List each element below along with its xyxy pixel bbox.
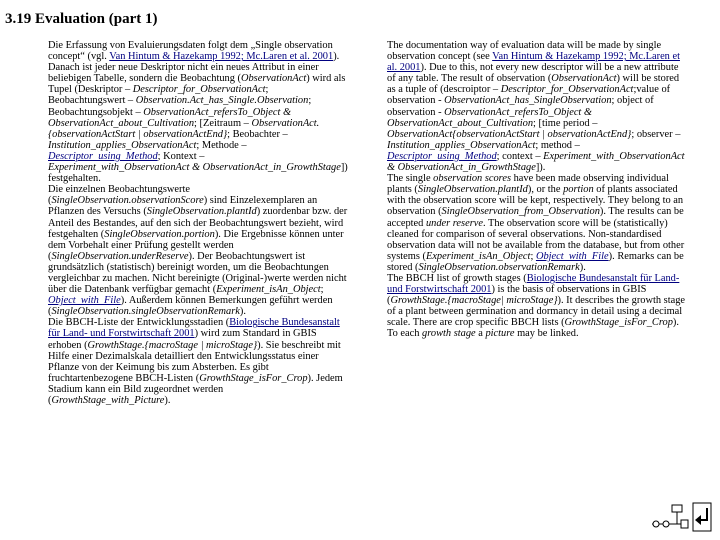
text: ). <box>164 395 171 406</box>
german-paragraph-single-observation <box>48 184 348 317</box>
text: ; Kontext – <box>157 150 205 162</box>
reference-link-van-hintum[interactable]: Van Hintum & Hazekamp 1992; Mc.Laren et al. 2001 <box>109 51 334 63</box>
term: growth stage <box>422 328 476 340</box>
text: ). The results can be accepted <box>387 206 684 229</box>
text: ). Remarks can be stored ( <box>387 250 684 273</box>
term: ObservationAct.{observationActStart | observationActEnd} <box>48 117 320 140</box>
text: ) wird zum Standard in GBIS erhoben ( <box>48 328 317 351</box>
text: ). Außerdem können Bemerkungen geführt werden ( <box>48 295 333 318</box>
term: SingleObservation.portion <box>104 228 215 240</box>
page-navigation <box>650 502 712 532</box>
text: ; observer – <box>631 128 681 140</box>
text: ; object of observation - <box>387 95 654 118</box>
term: picture <box>485 328 515 340</box>
text: of plants associated with the observation score will be kept, respectively. They belong to an observation ( <box>387 184 684 218</box>
english-paragraph-bbch <box>387 273 687 340</box>
text: The single <box>387 173 434 185</box>
term: ObservationAct_refersTo_Object & ObservationAct_about_Cultivation <box>48 106 292 129</box>
text: a <box>475 328 486 340</box>
text: The BBCH list of growth stages ( <box>387 272 527 284</box>
term: ObservationAct <box>240 73 307 85</box>
term: Experiment_isAn_Object <box>216 284 321 296</box>
term: SingleObservation.observationRemark <box>418 261 580 273</box>
text: ). Die Ergebnisse können unter dem Vorbehalt einer Prüfung gestellt werden ( <box>48 228 344 262</box>
term: GrowthStage.{macroStage| microStage} <box>390 295 558 307</box>
text: have been made observing individual plants ( <box>387 173 669 196</box>
text: ]). <box>535 162 546 174</box>
text: ), or the <box>527 184 564 196</box>
back-arrow-icon[interactable] <box>692 502 712 532</box>
text: ; <box>320 284 324 296</box>
text: ; [Zeitraum – <box>194 117 252 129</box>
text: . The observation score will be (statistically) cleaned for comparison of several observations. Non-standardised observation data will not be available from the database, but from other systems ( <box>387 217 685 262</box>
text: ; Beobachtungsobjekt – <box>48 95 312 118</box>
term: under reserve <box>425 217 483 229</box>
text: ]) festgehalten. <box>48 162 348 185</box>
text: ). Der Beobachtungswert ist grundsätzlich (statistisch) bereinigt worden, um die Beobachtungen vergleichbar zu machen. Nicht bereinigte (Original-)werte werden nicht über die Datenbank verfügbar gemacht ( <box>48 250 347 296</box>
reference-link-biologische-bundesanstalt[interactable]: Biologische Bundesanstalt für Land- und Forstwirtschaft 2001 <box>387 272 680 296</box>
text: ). Due to this, not every new descriptor will be a new attribute of any table. The result of observation ( <box>387 62 679 85</box>
term: ObservationAct_refersTo_Object & ObservationAct_about_Cultivation <box>387 106 592 129</box>
text: ) is the basis of observations in GBIS ( <box>387 284 647 307</box>
term: Experiment_isAn_Object <box>425 250 531 262</box>
term: Object_with_File <box>535 250 609 262</box>
term: Descriptor_using_Method <box>387 150 497 162</box>
term: GrowthStage_with_Picture <box>51 395 165 406</box>
german-paragraph-observation-concept <box>48 40 348 184</box>
english-paragraph-observation-concept <box>387 40 687 173</box>
term: Descriptor_using_Method <box>48 150 158 162</box>
text: Die Erfassung von Evaluierungsdaten folgt dem „Single observation concept“ (vgl. <box>48 40 333 63</box>
text: Die BBCH-Liste der Entwicklungsstadien ( <box>48 317 230 329</box>
term: Object_with_File <box>48 295 121 307</box>
text: Die einzelnen Beobachtungswerte ( <box>48 184 190 207</box>
text: ; method – <box>535 139 580 151</box>
text: ; Beobachtungswert – <box>48 84 269 107</box>
term: ObservationAct <box>551 73 617 85</box>
text: ; context – <box>496 150 544 162</box>
text: The documentation way of evaluation data will be made by single observation concept (see <box>387 40 662 63</box>
term: SingleObservation.singleObservationRemark <box>51 306 240 318</box>
text: ) zuordenbar bzw. der Anteil des Bestandes, auf den sich der Beobachtungswert bezieht, wird festgehalten ( <box>48 206 348 240</box>
text: may be linked. <box>514 328 579 340</box>
term: Institution_applies_ObservationAct <box>387 139 536 151</box>
link-object-with-file[interactable] <box>48 295 121 306</box>
term: SingleObservation.underReserve <box>51 250 189 262</box>
diagram-nav-icon[interactable] <box>650 502 690 532</box>
link-object-with-file[interactable] <box>536 251 609 262</box>
link-descriptor-using-method[interactable] <box>387 151 497 162</box>
text: ). <box>579 261 586 273</box>
text: ). <box>239 306 246 318</box>
term: Institution_applies_ObservationAct <box>48 139 197 151</box>
text: ) will be stored as a tuple of (descroiptor – <box>387 73 680 96</box>
term: SingleObservation_from_Observation <box>441 206 600 218</box>
term: GrowthStage_isFor_Crop <box>199 372 308 384</box>
term: SingleObservation.plantId <box>417 184 528 196</box>
term: GrowthStage_isFor_Crop <box>564 317 673 329</box>
term: portion <box>563 184 594 196</box>
term: Descriptor_for_ObservationAct <box>500 84 634 96</box>
text: ; <box>530 250 536 262</box>
term: observation scores <box>433 173 511 185</box>
text: ). Danach ist jeder neue Deskriptor nicht ein neues Attribut in einer beliebigen Tabelle, sondern die Beobachtung ( <box>48 51 340 85</box>
reference-link-van-hintum[interactable]: Van Hintum & Hazekamp 1992; Mc.Laren et al. 2001 <box>387 51 680 74</box>
german-paragraph-bbch <box>48 317 348 406</box>
term: GrowthStage.{macroStage | microStage} <box>87 339 258 351</box>
reference-link-biologische-bundesanstalt[interactable]: Biologische Bundesanstalt für Land- und Forstwirtschaft 2001 <box>48 317 340 340</box>
text: ; Beobachter – <box>227 128 288 140</box>
text: ). It describes the growth stage of a plant between germination and dormancy in detail using a decimal scale. There are crop specific BBCH lists ( <box>387 295 686 329</box>
text: ). Sie beschreibt mit Hilfe einer Dezimalskala detailliert den Entwicklungsstatus einer Pflanze von der Keimung bis zum Absterben. Es gibt fruchtartenbezogene BBCH-Listen ( <box>48 339 341 384</box>
german-text-column <box>48 40 348 406</box>
text: ). To each <box>387 317 679 340</box>
text: ) sind Einzelexemplaren an Pflanzen des Versuchs ( <box>48 195 318 218</box>
text: ; Methode – <box>196 139 247 151</box>
term: Experiment_with_ObservationAct & ObservationAct_in_GrowthStage <box>387 150 685 174</box>
link-descriptor-using-method[interactable] <box>48 151 158 162</box>
term: ObservationAct{observationActStart | observationActEnd} <box>387 128 632 140</box>
english-paragraph-single-observation <box>387 173 687 273</box>
term: Descriptor_for_ObservationAct <box>132 84 266 96</box>
term: Observation.Act_has_Single.Observation <box>135 95 309 107</box>
english-text-column <box>387 40 687 340</box>
page-title: 3.19 Evaluation (part 1) <box>5 11 158 27</box>
text: ;value of observation - <box>387 84 671 107</box>
text: ; [time period – <box>533 117 598 129</box>
text: ). Jedem Stadium kann ein Bild zugeordnet werden ( <box>48 372 343 406</box>
term: SingleObservation.observationScore <box>51 195 204 207</box>
term: SingleObservation.plantId <box>146 206 257 218</box>
term: Experiment_with_ObservationAct & ObservationAct_in_GrowthStage <box>48 162 341 174</box>
text: ) wird als Tupel (Deskriptor – <box>48 73 346 96</box>
term: ObservationAct_has_SingleObservation <box>444 95 612 107</box>
